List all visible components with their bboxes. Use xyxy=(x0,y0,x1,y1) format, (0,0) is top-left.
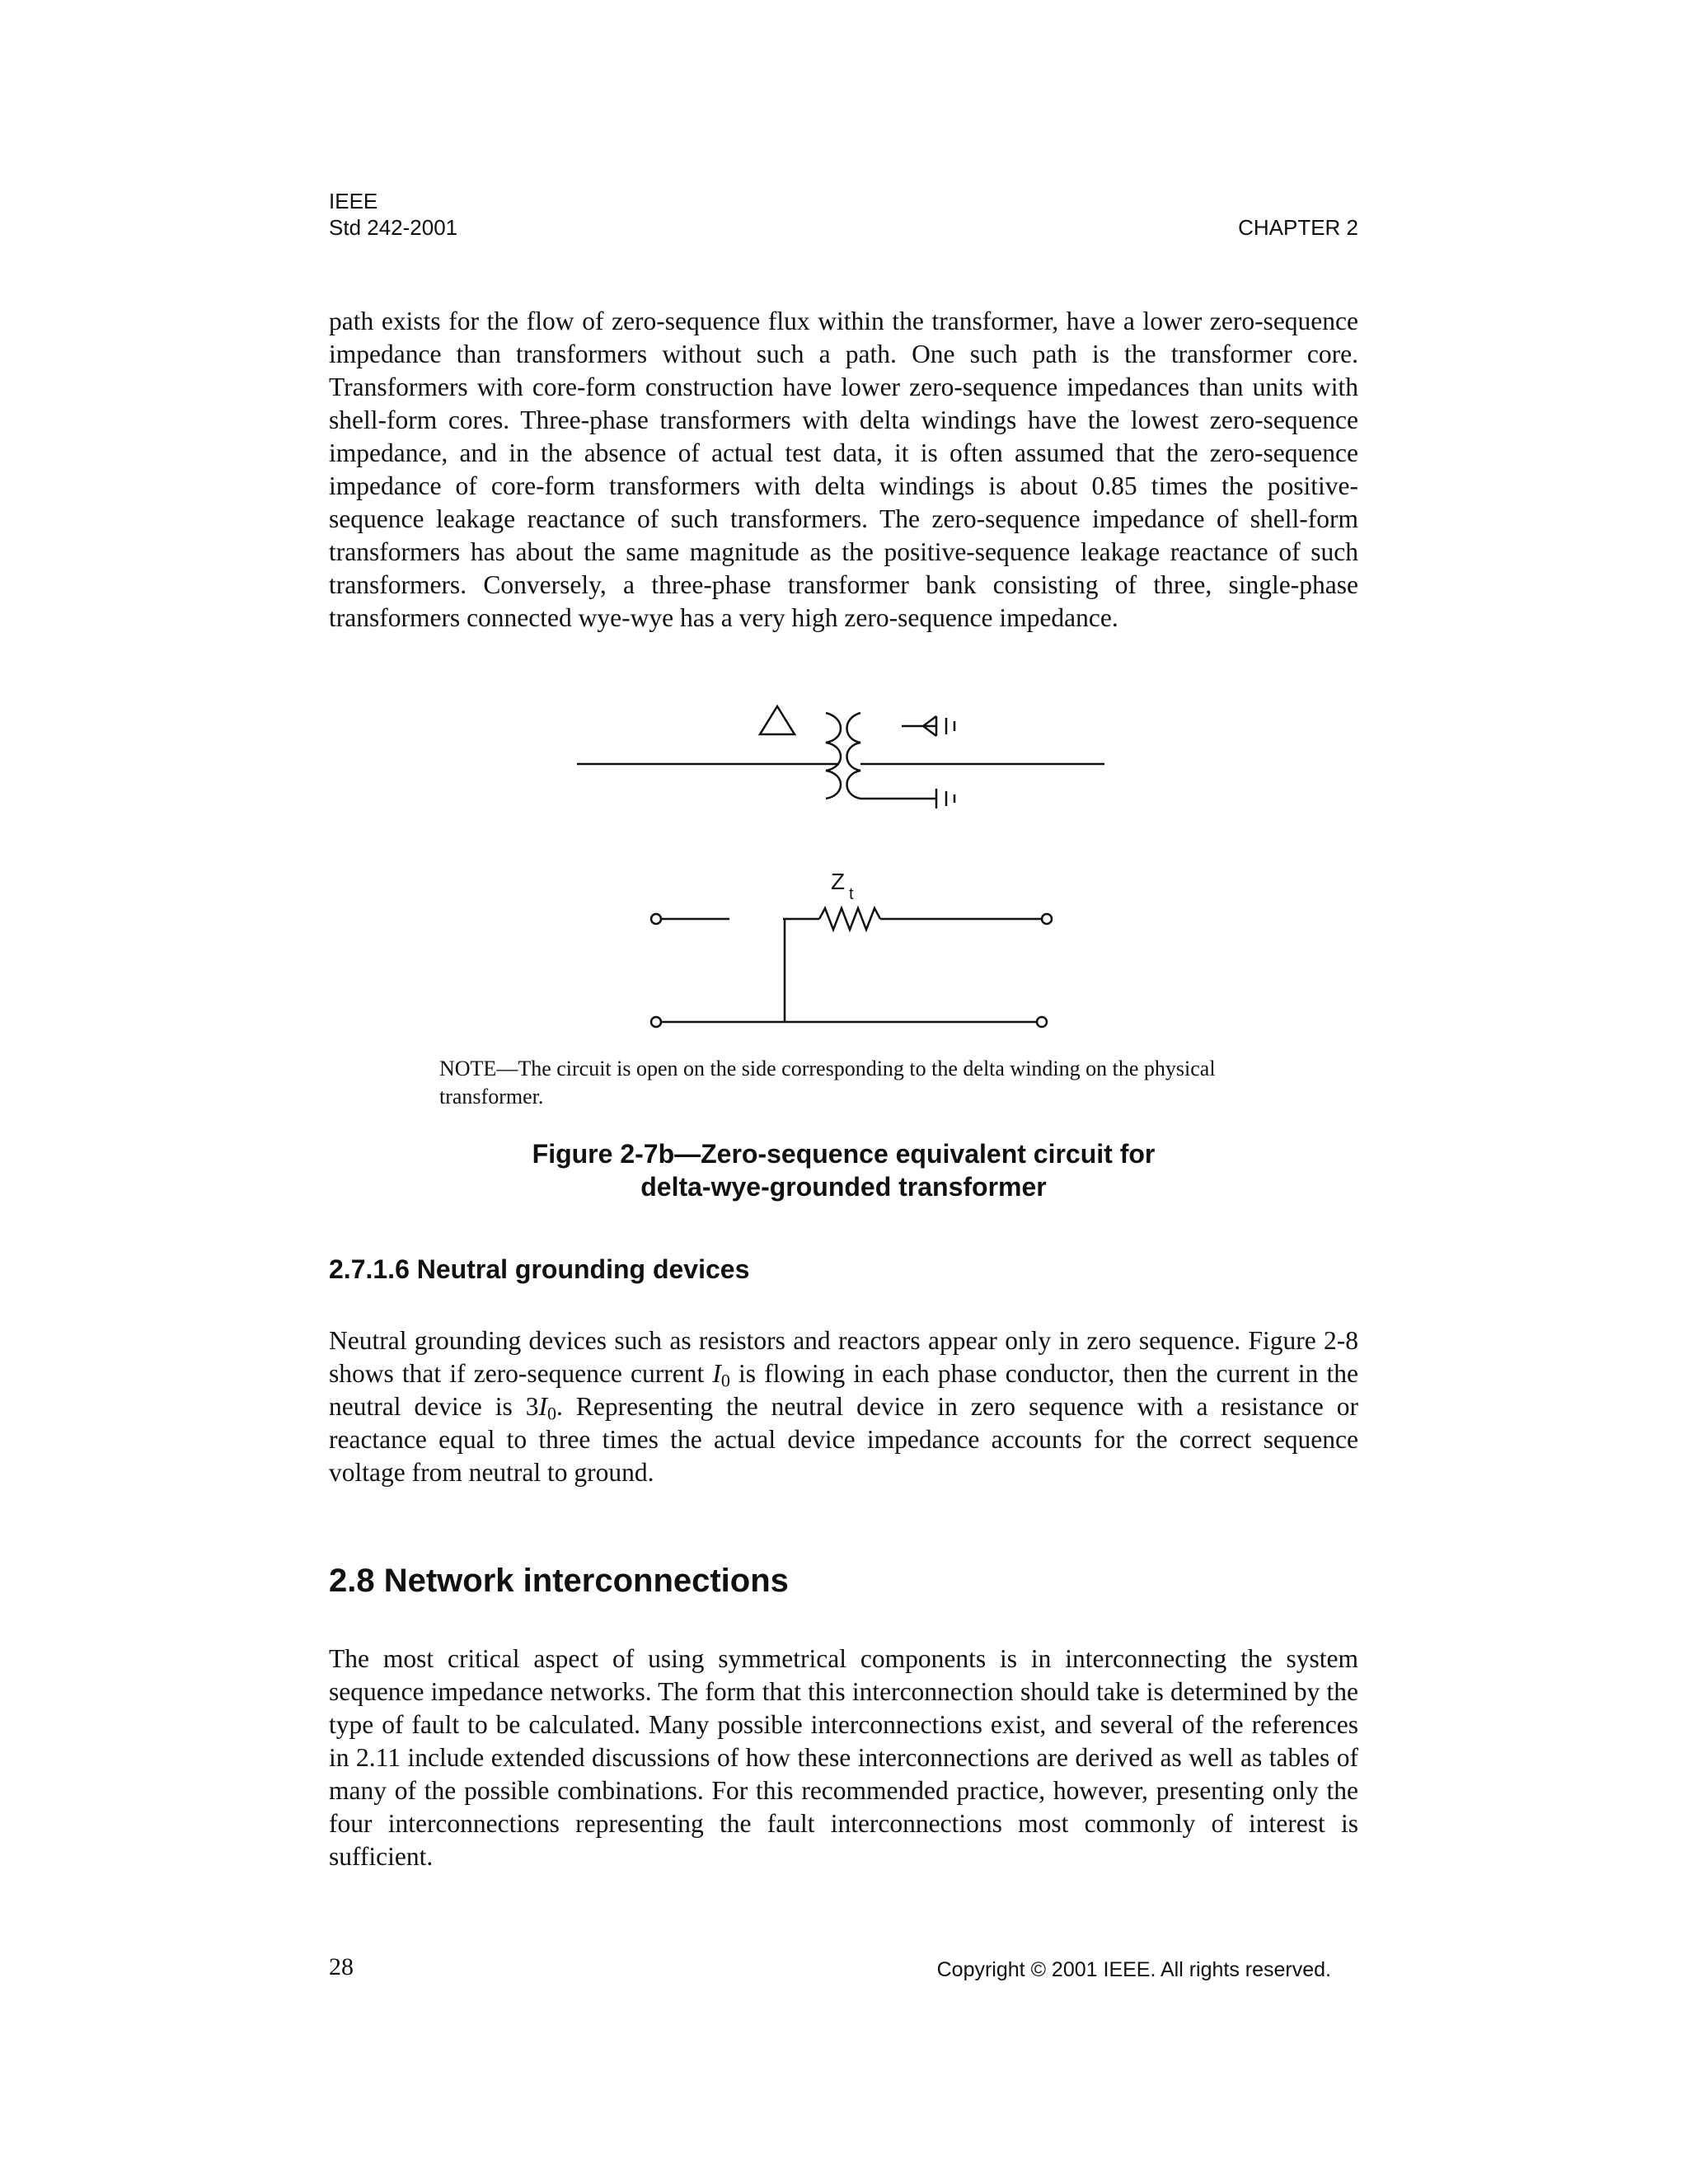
wye-grounded-symbol-top xyxy=(902,716,954,736)
header-chapter: CHAPTER 2 xyxy=(1238,215,1358,240)
para2-text-c: . Representing the neutral device in zero sequence with a resistance or reactance equal to three times the actual device impedance accounts for the correct sequence voltage from neutral to ground. xyxy=(329,1392,1358,1487)
terminal-right-bottom xyxy=(1037,1017,1047,1027)
copyright-notice: Copyright © 2001 IEEE. All rights reserved. xyxy=(936,1958,1331,1981)
primary-winding xyxy=(826,713,841,799)
running-header-left xyxy=(329,188,457,241)
delta-symbol xyxy=(760,706,795,734)
section-heading-2-7-1-6: 2.7.1.6 Neutral grounding devices xyxy=(329,1254,750,1284)
section-heading-2-8: 2.8 Network interconnections xyxy=(329,1563,789,1599)
secondary-winding xyxy=(847,713,861,799)
header-org: IEEE xyxy=(329,189,378,213)
symbol-I: I xyxy=(712,1359,721,1388)
para2-text-b: is flowing in each phase conductor, then the current in the neutral device is 3 xyxy=(329,1359,1358,1421)
body-paragraph-2 xyxy=(329,1324,1358,1489)
figure-caption-line-1: Figure 2-7b—Zero-sequence equivalent circuit for xyxy=(532,1139,1156,1169)
terminal-right-top xyxy=(1042,914,1052,924)
figure-caption-line-2: delta-wye-grounded transformer xyxy=(640,1172,1047,1202)
header-std: Std 242-2001 xyxy=(329,215,458,240)
figure-caption xyxy=(329,1137,1358,1203)
impedance-zigzag xyxy=(819,908,880,930)
terminal-left-bottom xyxy=(651,1017,661,1027)
ground-symbol-bottom xyxy=(860,789,954,808)
impedance-label: Z xyxy=(831,869,846,894)
figure-note: NOTE—The circuit is open on the side corresponding to the delta winding on the physical transformer. xyxy=(439,1057,1216,1108)
para2-text-a: Neutral grounding devices such as resistors and reactors appear only in zero sequence. Figure 2-8 shows that if zero-sequence current xyxy=(329,1326,1358,1388)
page-number: 28 xyxy=(329,1953,354,1980)
impedance-label-subscript: t xyxy=(849,885,854,903)
body-paragraph-1: path exists for the flow of zero-sequence flux within the transformer, have a lower zero-sequence impedance than transformers without such a path. One such path is the transformer core. Transformers with core-form construction have lower zero-sequence impedances than units with shell-form cores. Three-phase transformers with delta windings have the lowest zero-sequence impedance, and in the absence of actual test data, it is often assumed that the zero-sequence impedance of core-form transformers with delta windings is about 0.85 times the positive-sequence leakage reactance of such transformers. The zero-sequence impedance of shell-form transformers has about the same magnitude as the positive-sequence leakage reactance of such transformers. Conversely, a three-phase transformer bank consisting of three, single-phase transformers connected wye-wye has a very high zero-sequence impedance. xyxy=(329,307,1358,632)
symbol-sub: 0 xyxy=(720,1370,730,1391)
terminal-left-top xyxy=(651,914,661,924)
symbol-sub-2: 0 xyxy=(546,1403,557,1424)
zero-sequence-circuit-figure xyxy=(569,696,1113,1043)
symbol-I-2: I xyxy=(538,1392,547,1421)
body-paragraph-3: The most critical aspect of using symmetrical components is in interconnecting the system sequence impedance networks. The form that this interconnection should take is determined by the type of fault to be calculated. Many possible interconnections exist, and several of the references in 2.11 include extended discussions of how these interconnections are derived as well as tables of many of the possible combinations. For this recommended practice, however, presenting only the four interconnections representing the fault interconnections most commonly of interest is sufficient. xyxy=(329,1644,1358,1871)
